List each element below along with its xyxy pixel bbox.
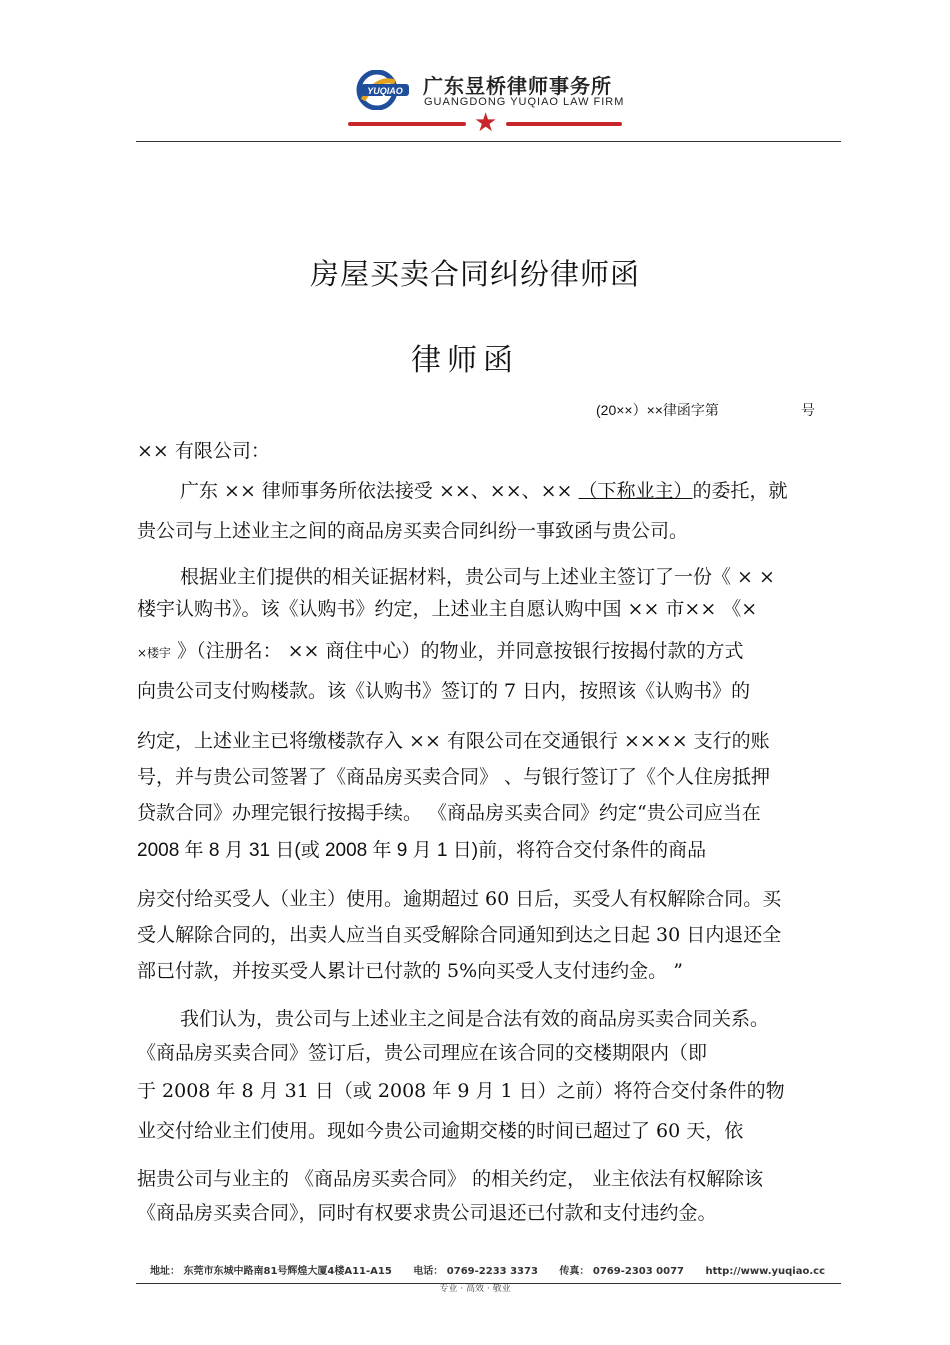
header-rule — [136, 141, 841, 142]
footer-fax: 传真： 0769-2303 0077 — [559, 1266, 685, 1277]
body-line: 于 2008 年 8 月 31 日（或 2008 年 9 月 1 日）之前）将符合交付条件的物 — [137, 1080, 785, 1102]
body-line: 部已付款，并按买受人累计已付款的 5%向买受人支付违约金。 ” — [137, 960, 683, 982]
document-subtitle: 律师函 — [411, 343, 519, 378]
body-line: 房交付给买受人（业主）使用。逾期超过 60 日后，买受人有权解除合同。买 — [137, 888, 782, 910]
body-line: 据贵公司与业主的 《商品房买卖合同》 的相关约定， 业主依法有权解除该 — [137, 1168, 764, 1190]
body-line: 向贵公司支付购楼款。该《认购书》签订的 7 日内，按照该《认购书》的 — [137, 680, 751, 702]
body-line: 约定，上述业主已将缴楼款存入 ×× 有限公司在交通银行 ×××× 支行的账 — [137, 730, 770, 752]
firm-name-en: GUANGDONG YUQIAO LAW FIRM — [424, 96, 625, 108]
body-line: 广东 ×× 律师事务所依法接受 ××、××、×× （下称业主）的委托，就 — [180, 480, 788, 502]
body-line: 受人解除合同的，出卖人应当自买受解除合同通知到达之日起 30 日内退还全 — [137, 924, 782, 946]
body-line: 2008 年 8 月 31 日(或 2008 年 9 月 1 日)前，将符合交付条件的商品 — [137, 840, 707, 861]
body-line: 《商品房买卖合同》签订后，贵公司理应在该合同的交楼期限内（即 — [137, 1042, 708, 1064]
body-line: 我们认为，贵公司与上述业主之间是合法有效的商品房买卖合同关系。 — [180, 1008, 770, 1030]
red-divider-left — [348, 122, 466, 126]
footer-slogan: 专业 · 高效 · 敬业 — [0, 1281, 950, 1294]
reference-number-suffix: 号 — [801, 403, 815, 419]
star-icon: ★ — [474, 108, 498, 138]
body-line: 号，并与贵公司签署了《商品房买卖合同》 、与银行签订了《个人住房抵押 — [137, 766, 771, 788]
document-title: 房屋买卖合同纠纷律师函 — [309, 257, 640, 291]
footer-website[interactable]: http://www.yuqiao.cc — [705, 1266, 826, 1277]
underlined-term: （下称业主） — [578, 480, 693, 502]
red-divider-right — [506, 122, 622, 126]
body-line: 贷款合同》办理完银行按揭手续。 《商品房买卖合同》约定“贵公司应当在 — [137, 802, 761, 824]
firm-logo — [355, 70, 411, 110]
body-line: 贵公司与上述业主之间的商品房买卖合同纠纷一事致函与贵公司。 — [137, 520, 689, 542]
footer-phone: 电话： 0769-2233 3373 — [413, 1266, 538, 1277]
firm-name-cn: 广东昱桥律师事务所 — [423, 74, 612, 98]
body-line: 《商品房买卖合同》，同时有权要求贵公司退还已付款和支付违约金。 — [137, 1202, 717, 1224]
footer-contact — [150, 1262, 843, 1277]
logo-text: YUQIAO — [367, 86, 403, 96]
reference-number: (20××）××律函字第 — [596, 402, 719, 418]
body-line: 业交付给业主们使用。现如今贵公司逾期交楼的时间已超过了 60 天，依 — [137, 1120, 744, 1142]
body-line: ×楼宇 》（注册名： ×× 商住中心）的物业，并同意按银行按揭付款的方式 — [137, 640, 744, 662]
body-line: 楼宇认购书》。该《认购书》约定，上述业主自愿认购中国 ×× 市×× 《× — [137, 598, 758, 620]
body-line: 根据业主们提供的相关证据材料，贵公司与上述业主签订了一份《 × × — [180, 566, 775, 588]
footer-address: 地址： 东莞市东城中路南81号辉煌大厦4楼A11-A15 — [150, 1266, 392, 1277]
salutation: ×× 有限公司： — [137, 440, 270, 462]
